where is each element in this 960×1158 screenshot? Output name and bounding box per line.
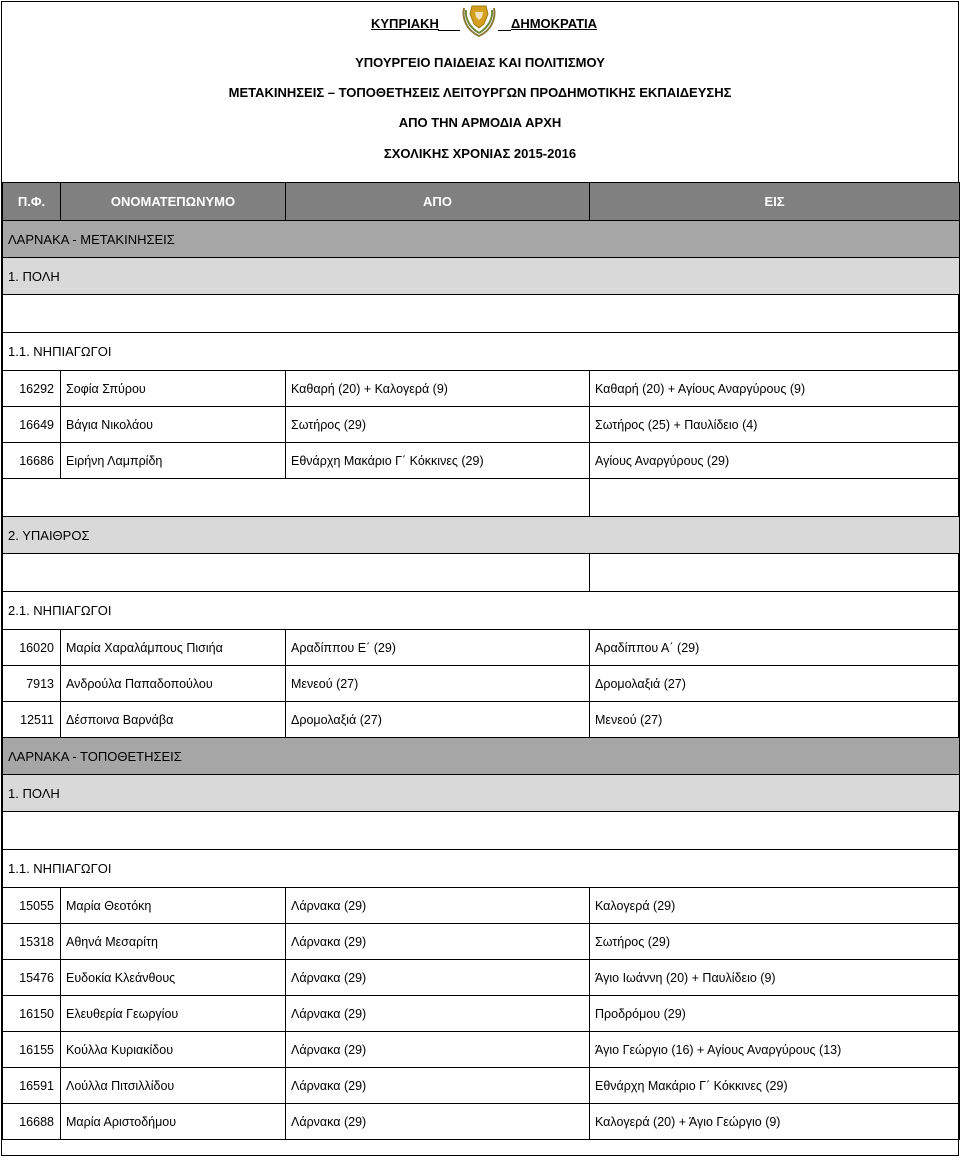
from-cell: Λάρνακα (29) [286, 1032, 590, 1068]
name-cell: Αθηνά Μεσαρίτη [61, 924, 286, 960]
table-row [3, 924, 960, 960]
empty-cell [3, 479, 590, 517]
column-header-from: ΑΠΟ [286, 183, 590, 221]
pf-cell: 15476 [3, 960, 61, 996]
from-cell: Λάρνακα (29) [286, 924, 590, 960]
authority-line: ΑΠΟ ΤΗΝ ΑΡΜΟΔΙΑ ΑΡΧΗ [398, 115, 562, 130]
to-cell: Προδρόμου (29) [590, 996, 960, 1032]
to-cell: Σωτήρος (29) [590, 924, 960, 960]
category-kindergarten: 1.1. ΝΗΠΙΑΓΩΓΟΙ [3, 333, 960, 371]
from-cell: Λάρνακα (29) [286, 1104, 590, 1140]
to-cell: Σωτήρος (25) + Παυλίδειο (4) [590, 407, 960, 443]
name-cell: Δέσποινα Βαρνάβα [61, 702, 286, 738]
from-cell: Σωτήρος (29) [286, 407, 590, 443]
empty-cell [590, 479, 960, 517]
table-row [3, 1068, 960, 1104]
from-cell: Λάρνακα (29) [286, 1068, 590, 1104]
school-year-line: ΣΧΟΛΙΚΗΣ ΧΡΟΝΙΑΣ 2015-2016 [383, 146, 577, 161]
category-kindergarten: 1.1. ΝΗΠΙΑΓΩΓΟΙ [3, 850, 960, 888]
title-underline [438, 30, 460, 31]
from-cell: Αραδίππου Ε΄ (29) [286, 630, 590, 666]
title-republic: ΔΗΜΟΚΡΑΤΙΑ [511, 16, 598, 31]
category-row [3, 850, 960, 888]
to-cell: Αγίους Αναργύρους (29) [590, 443, 960, 479]
title-underline [498, 30, 511, 31]
pf-cell: 16688 [3, 1104, 61, 1140]
empty-cell [3, 812, 960, 850]
pf-cell: 16649 [3, 407, 61, 443]
empty-cell [590, 554, 960, 592]
name-cell: Λούλλα Πιτσιλλίδου [61, 1068, 286, 1104]
table-row [3, 702, 960, 738]
pf-cell: 12511 [3, 702, 61, 738]
empty-row [3, 812, 960, 850]
from-cell: Δρομολαξιά (27) [286, 702, 590, 738]
table-row [3, 888, 960, 924]
name-cell: Μαρία Θεοτόκη [61, 888, 286, 924]
to-cell: Καθαρή (20) + Αγίους Αναργύρους (9) [590, 371, 960, 407]
empty-row [3, 479, 960, 517]
ministry-line: ΥΠΟΥΡΓΕΙΟ ΠΑΙΔΕΙΑΣ ΚΑΙ ΠΟΛΙΤΙΣΜΟΥ [355, 55, 605, 70]
cyprus-emblem-icon [460, 2, 498, 38]
from-cell: Λάρνακα (29) [286, 960, 590, 996]
title-cyprus: ΚΥΠΡΙΑΚΗ [371, 16, 439, 31]
empty-cell [3, 295, 960, 333]
table-header-row [3, 183, 960, 221]
section-row [3, 221, 960, 258]
from-cell: Λάρνακα (29) [286, 996, 590, 1032]
to-cell: Άγιο Γεώργιο (16) + Αγίους Αναργύρους (13) [590, 1032, 960, 1068]
document-header [2, 2, 958, 182]
table-row [3, 1104, 960, 1140]
name-cell: Ειρήνη Λαμπρίδη [61, 443, 286, 479]
category-row [3, 333, 960, 371]
pf-cell: 16155 [3, 1032, 61, 1068]
pf-cell: 16591 [3, 1068, 61, 1104]
pf-cell: 15055 [3, 888, 61, 924]
transfers-table [2, 182, 960, 1140]
name-cell: Μαρία Αριστοδήμου [61, 1104, 286, 1140]
table-row [3, 960, 960, 996]
subsection-row [3, 258, 960, 295]
section-transfers: ΛΑΡΝΑΚΑ - ΜΕΤΑΚΙΝΗΣΕΙΣ [3, 221, 960, 258]
name-cell: Μαρία Χαραλάμπους Πισιήα [61, 630, 286, 666]
to-cell: Άγιο Ιωάννη (20) + Παυλίδειο (9) [590, 960, 960, 996]
name-cell: Κούλλα Κυριακίδου [61, 1032, 286, 1068]
empty-row [3, 295, 960, 333]
subsection-city: 1. ΠΟΛΗ [3, 775, 960, 812]
column-header-pf: Π.Φ. [3, 183, 61, 221]
column-header-name: ΟΝΟΜΑΤΕΠΩΝΥΜΟ [61, 183, 286, 221]
subsection-row [3, 775, 960, 812]
pf-cell: 16150 [3, 996, 61, 1032]
subsection-countryside: 2. ΥΠΑΙΘΡΟΣ [3, 517, 960, 554]
column-header-to: ΕΙΣ [590, 183, 960, 221]
from-cell: Εθνάρχη Μακάριο Γ΄ Κόκκινες (29) [286, 443, 590, 479]
document-page [1, 1, 959, 1156]
table-row [3, 443, 960, 479]
pf-cell: 7913 [3, 666, 61, 702]
to-cell: Καλογερά (20) + Άγιο Γεώργιο (9) [590, 1104, 960, 1140]
from-cell: Μενεού (27) [286, 666, 590, 702]
table-row [3, 996, 960, 1032]
section-row [3, 738, 960, 775]
to-cell: Εθνάρχη Μακάριο Γ΄ Κόκκινες (29) [590, 1068, 960, 1104]
to-cell: Καλογερά (29) [590, 888, 960, 924]
pf-cell: 15318 [3, 924, 61, 960]
name-cell: Βάγια Νικολάου [61, 407, 286, 443]
table-row [3, 407, 960, 443]
to-cell: Αραδίππου Α΄ (29) [590, 630, 960, 666]
to-cell: Δρομολαξιά (27) [590, 666, 960, 702]
table-row [3, 1032, 960, 1068]
pf-cell: 16292 [3, 371, 61, 407]
name-cell: Ελευθερία Γεωργίου [61, 996, 286, 1032]
subsection-city: 1. ΠΟΛΗ [3, 258, 960, 295]
section-placements: ΛΑΡΝΑΚΑ - ΤΟΠΟΘΕΤΗΣΕΙΣ [3, 738, 960, 775]
empty-row [3, 554, 960, 592]
pf-cell: 16686 [3, 443, 61, 479]
category-kindergarten: 2.1. ΝΗΠΙΑΓΩΓΟΙ [3, 592, 960, 630]
table-row [3, 371, 960, 407]
table-row [3, 630, 960, 666]
subject-line: ΜΕΤΑΚΙΝΗΣΕΙΣ – ΤΟΠΟΘΕΤΗΣΕΙΣ ΛΕΙΤΟΥΡΓΩΝ ΠΡΟΔΗΜΟΤΙΚΗΣ ΕΚΠΑΙΔΕΥΣΗΣ [228, 85, 732, 100]
name-cell: Σοφία Σπύρου [61, 371, 286, 407]
pf-cell: 16020 [3, 630, 61, 666]
to-cell: Μενεού (27) [590, 702, 960, 738]
from-cell: Καθαρή (20) + Καλογερά (9) [286, 371, 590, 407]
subsection-row [3, 517, 960, 554]
empty-cell [3, 554, 590, 592]
category-row [3, 592, 960, 630]
from-cell: Λάρνακα (29) [286, 888, 590, 924]
table-row [3, 666, 960, 702]
name-cell: Ευδοκία Κλεάνθους [61, 960, 286, 996]
name-cell: Ανδρούλα Παπαδοπούλου [61, 666, 286, 702]
